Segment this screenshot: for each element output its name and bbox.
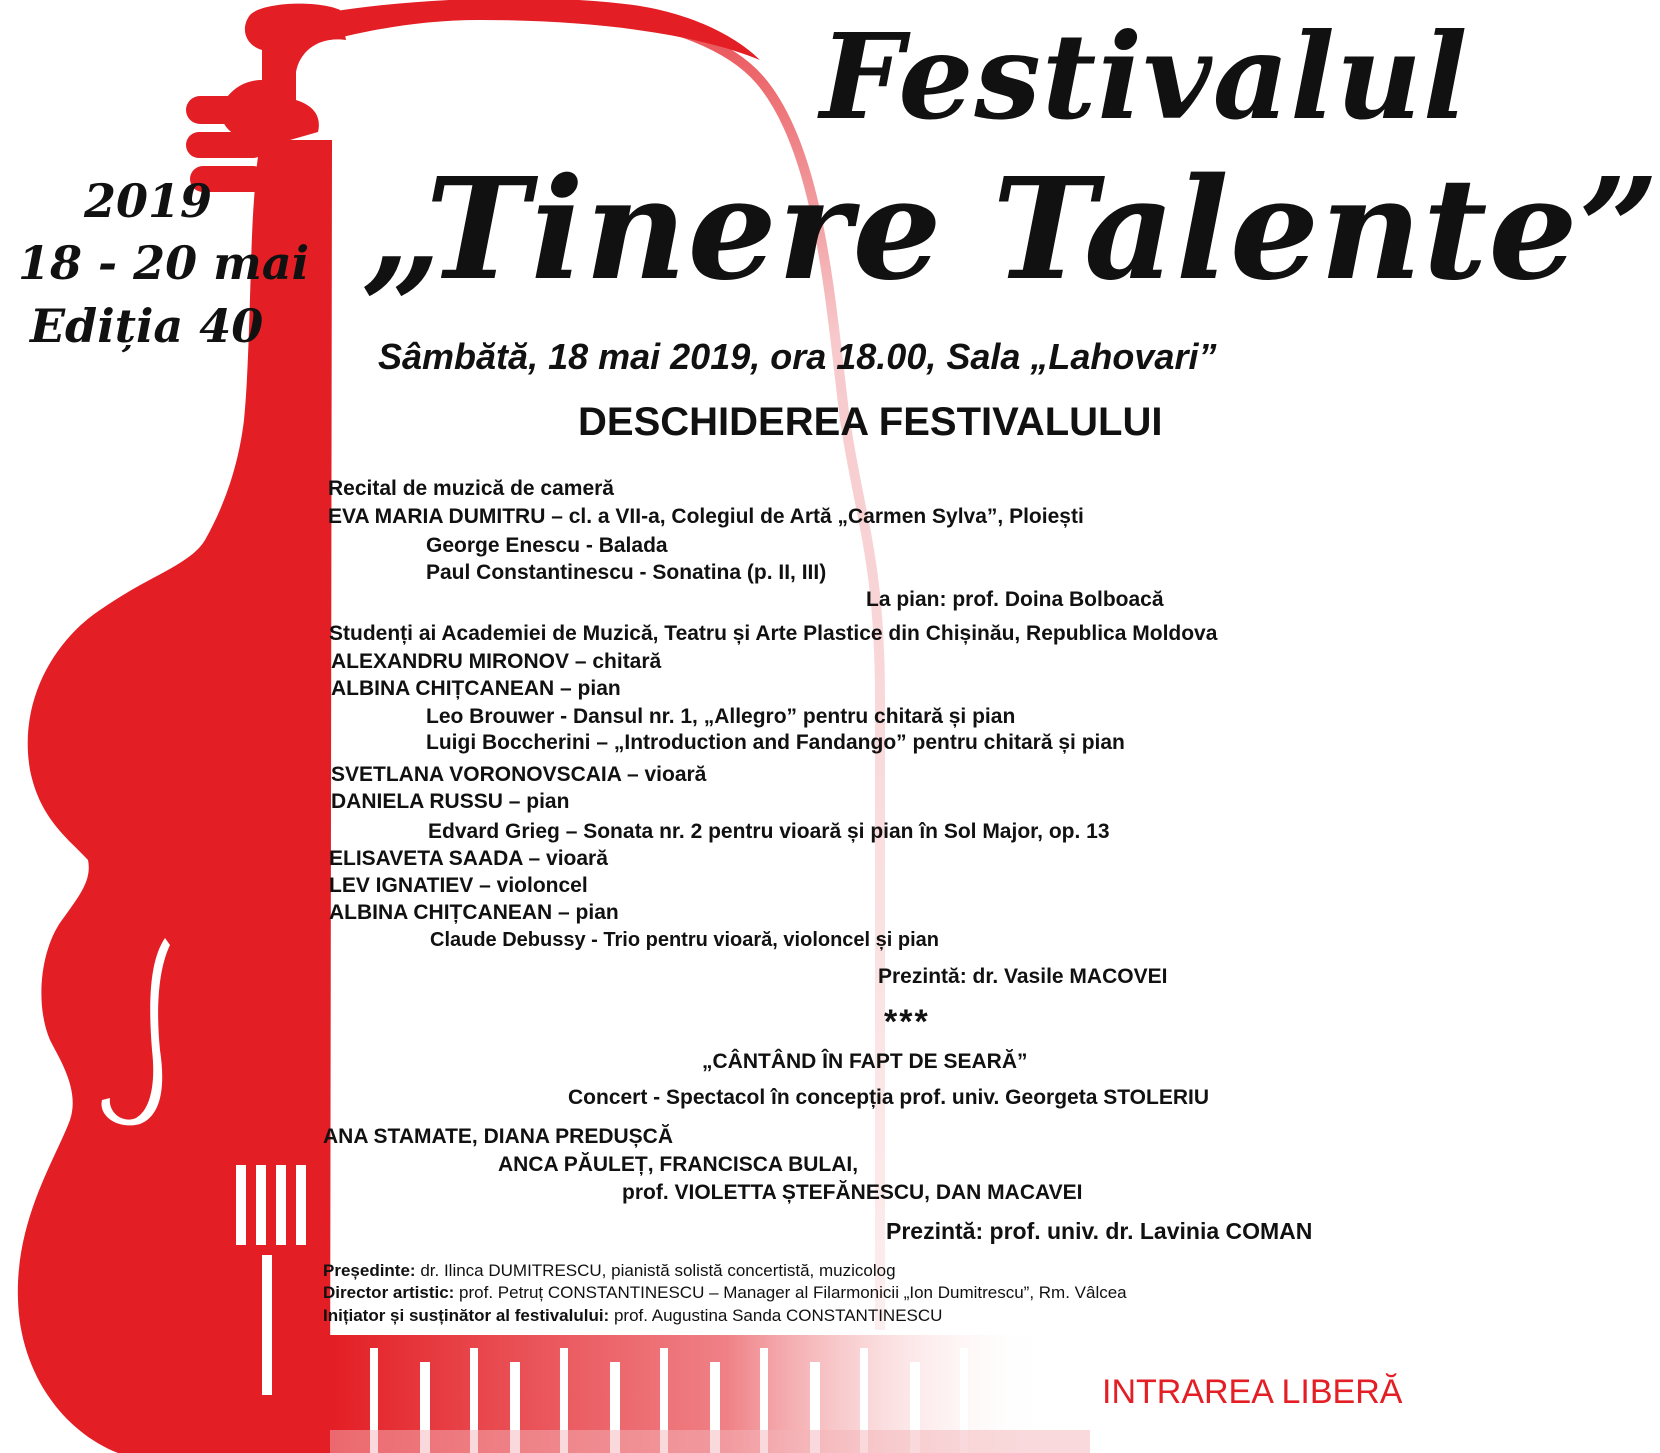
performer-line: LEV IGNATIEV – violoncel xyxy=(329,874,588,897)
violin-bridge xyxy=(296,1165,306,1245)
piece-line: Luigi Boccherini – „Introduction and Fandango” pentru chitară și pian xyxy=(426,731,1125,754)
piece-line: Paul Constantinescu - Sonatina (p. II, III) xyxy=(426,561,827,584)
cast-line: ANCA PĂULEȚ, FRANCISCA BULAI, xyxy=(498,1153,859,1176)
credit-director: Director artistic: prof. Petruț CONSTANTINESCU – Manager al Filarmonicii „Ion Dumitrescu”, Rm. Vâlcea xyxy=(323,1283,1127,1302)
opening-heading: DESCHIDEREA FESTIVALULUI xyxy=(578,400,1163,444)
violin-peg xyxy=(186,96,266,124)
performer-line: DANIELA RUSSU – pian xyxy=(331,790,570,813)
event-date-venue: Sâmbătă, 18 mai 2019, ora 18.00, Sala „Lahovari” xyxy=(378,336,1217,377)
second-title: „CÂNTÂND ÎN FAPT DE SEARĂ” xyxy=(702,1050,1028,1073)
violin-bridge xyxy=(256,1165,266,1245)
students-line: Studenți ai Academiei de Muzică, Teatru și Arte Plastice din Chișinău, Republica Moldova xyxy=(329,622,1218,645)
free-entry-notice: INTRAREA LIBERĂ xyxy=(1102,1373,1403,1411)
cast-line: ANA STAMATE, DIANA PREDUȘCĂ xyxy=(323,1125,673,1148)
credit-initiator: Inițiator și susținător al festivalului: prof. Augustina Sanda CONSTANTINESCU xyxy=(323,1306,943,1325)
violin-bridge xyxy=(276,1165,286,1245)
performer-line: ALEXANDRU MIRONOV – chitară xyxy=(331,650,662,673)
side-year: 2019 xyxy=(84,174,213,228)
performer-line: SVETLANA VORONOVSCAIA – vioară xyxy=(331,763,707,786)
separator: *** xyxy=(884,1003,930,1041)
violin-peg xyxy=(186,132,266,158)
presenter-line: Prezintă: prof. univ. dr. Lavinia COMAN xyxy=(886,1218,1313,1244)
piece-line: Claude Debussy - Trio pentru vioară, violoncel și pian xyxy=(430,929,940,951)
side-edition: Ediția 40 xyxy=(30,299,264,353)
concept-line: Concert - Spectacol în concepția prof. univ. Georgeta STOLERIU xyxy=(568,1086,1209,1109)
festival-title-line2: „Tinere Talente” xyxy=(362,148,1660,312)
recital-heading: Recital de muzică de cameră xyxy=(328,477,614,500)
festival-title-line1: Festivalul xyxy=(820,7,1469,146)
violin-tailpiece xyxy=(236,1245,316,1395)
red-swoosh xyxy=(330,0,760,60)
performer-line: EVA MARIA DUMITRU – cl. a VII-a, Colegiul de Artă „Carmen Sylva”, Ploiești xyxy=(328,505,1084,528)
performer-line: ALBINA CHIȚCANEAN – pian xyxy=(331,677,621,700)
piece-line: George Enescu - Balada xyxy=(426,534,668,557)
cast-line: prof. VIOLETTA ȘTEFĂNESCU, DAN MACAVEI xyxy=(622,1181,1083,1204)
piece-line: Leo Brouwer - Dansul nr. 1, „Allegro” pentru chitară și pian xyxy=(426,705,1016,728)
violin-tailpiece-slot xyxy=(262,1255,272,1395)
credit-president: Președinte: dr. Ilinca DUMITRESCU, pianistă solistă concertistă, muzicolog xyxy=(323,1261,896,1280)
piece-line: Edvard Grieg – Sonata nr. 2 pentru vioară și pian în Sol Major, op. 13 xyxy=(428,820,1110,843)
performer-line: ELISAVETA SAADA – vioară xyxy=(329,847,608,870)
performer-line: ALBINA CHIȚCANEAN – pian xyxy=(329,901,619,924)
side-dates: 18 - 20 mai xyxy=(18,236,310,290)
violin-bridge xyxy=(236,1165,246,1245)
presenter-line: Prezintă: dr. Vasile MACOVEI xyxy=(878,965,1168,988)
accompanist-line: La pian: prof. Doina Bolboacă xyxy=(866,588,1164,611)
